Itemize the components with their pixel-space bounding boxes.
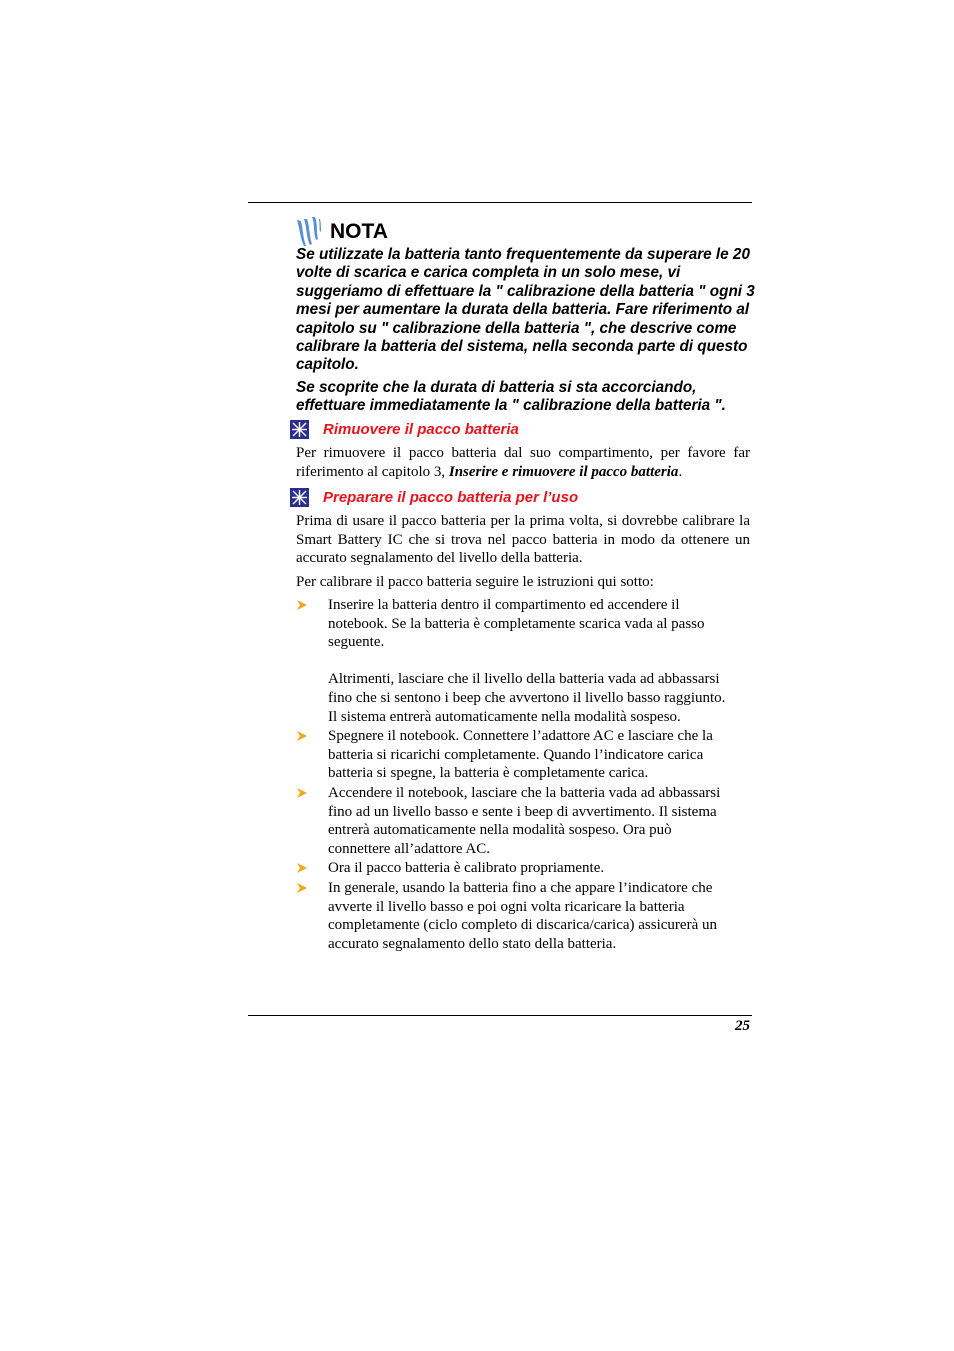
arrow-bullet-icon (296, 599, 308, 611)
top-rule (248, 202, 752, 203)
list-item-line: Il sistema entrerà automaticamente nella modalità sospeso. (328, 708, 681, 725)
list-item-line: In generale, usando la batteria fino a che appare l’indicatore che (328, 879, 713, 896)
calibration-steps-list (296, 596, 766, 954)
list-item-line: avverte il livello basso e poi ogni volta ricaricare la batteria (328, 898, 685, 915)
list-item-line: accurato segnalamento dello stato della batteria. (328, 935, 617, 952)
list-item-line: connettere all’adattore AC. (328, 840, 491, 857)
section-heading-remove (290, 420, 519, 439)
list-item-line: seguente. (328, 634, 385, 651)
section-prepare-paragraph-2: Per calibrare il pacco batteria seguire le istruzioni qui sotto: (296, 574, 654, 590)
list-item (296, 879, 766, 953)
note-paragraph-2: Se scoprite che la durata di batteria si sta accorciando, effettuare immediatamente la " calibrazione della batteria ". (296, 379, 726, 415)
chapter-reference: Inserire e rimuovere il pacco batteria (448, 463, 679, 480)
list-item (296, 727, 766, 783)
section-remove-text (296, 444, 750, 481)
section-title-prepare: Preparare il pacco batteria per l’uso (323, 489, 579, 506)
line-gap (328, 652, 766, 671)
list-item-line: Accendere il notebook, lasciare che la batteria vada ad abbassarsi (328, 784, 721, 801)
section-heading-prepare (290, 488, 578, 507)
note-paragraph-1: Se utilizzate la batteria tanto frequentemente da superare le 20 volte di scarica e carica completa in un solo mese, vi suggeriamo di effettuare la " calibrazione della batteria " ogni 3 mesi per aumentare la durata della batteria. Fare riferimento al capitolo su " calibrazione della batteria ", che descrive come calibrare la batteria del sistema, nella seconda parte di questo capitolo. (296, 246, 755, 374)
note-title: NOTA (330, 220, 388, 243)
list-item-line: fino ad un livello basso e sente i beep di avvertimento. Il sistema (328, 803, 717, 820)
section-remove-text-start: Per rimuovere il pacco batteria dal suo compartimento, per favore far riferimento al capitolo 3, (296, 445, 750, 480)
list-item-line: Inserire la batteria dentro il compartimento ed accendere il (328, 597, 680, 613)
arrow-bullet-icon (296, 862, 308, 874)
list-item-line: fino che si sentono i beep che avvertono il livello basso raggiunto. (328, 689, 726, 706)
section-title-remove: Rimuovere il pacco batteria (323, 421, 519, 438)
list-item-line: Altrimenti, lasciare che il livello della batteria vada ad abbassarsi (328, 671, 720, 688)
page-number: 25 (735, 1018, 750, 1034)
arrow-bullet-icon (296, 730, 308, 742)
list-item (296, 784, 766, 858)
list-item-line: Spegnere il notebook. Connettere l’adattore AC e lasciare che la (328, 728, 713, 745)
star-checkbox-icon (290, 420, 309, 439)
section-remove-text-end: . (678, 463, 683, 480)
list-item-line: batteria si spegne, la batteria è completamente carica. (328, 765, 649, 782)
star-checkbox-icon (290, 488, 309, 507)
list-item (296, 859, 766, 878)
note-header (294, 216, 388, 248)
section-prepare-paragraph-1: Prima di usare il pacco batteria per la prima volta, si dovrebbe calibrare la Smart Battery IC che si trova nel pacco batteria in modo da ottenere un accurato segnalamento del livello della batteria. (296, 513, 750, 567)
list-item-line: Ora il pacco batteria è calibrato propriamente. (328, 860, 605, 877)
list-item-line: notebook. Se la batteria è completamente scarica vada al passo (328, 615, 705, 632)
arrow-bullet-icon (296, 882, 308, 894)
bottom-rule (248, 1015, 752, 1016)
feather-note-icon (294, 216, 322, 248)
list-item (296, 596, 766, 726)
arrow-bullet-icon (296, 787, 308, 799)
list-item-line: batteria si ricarichi completamente. Quando l’indicatore carica (328, 746, 704, 763)
list-item-line: entrerà automaticamente nella modalità sospeso. Ora può (328, 822, 672, 839)
list-item-line: completamente (ciclo completo di discarica/carica) assicurerà un (328, 917, 717, 934)
